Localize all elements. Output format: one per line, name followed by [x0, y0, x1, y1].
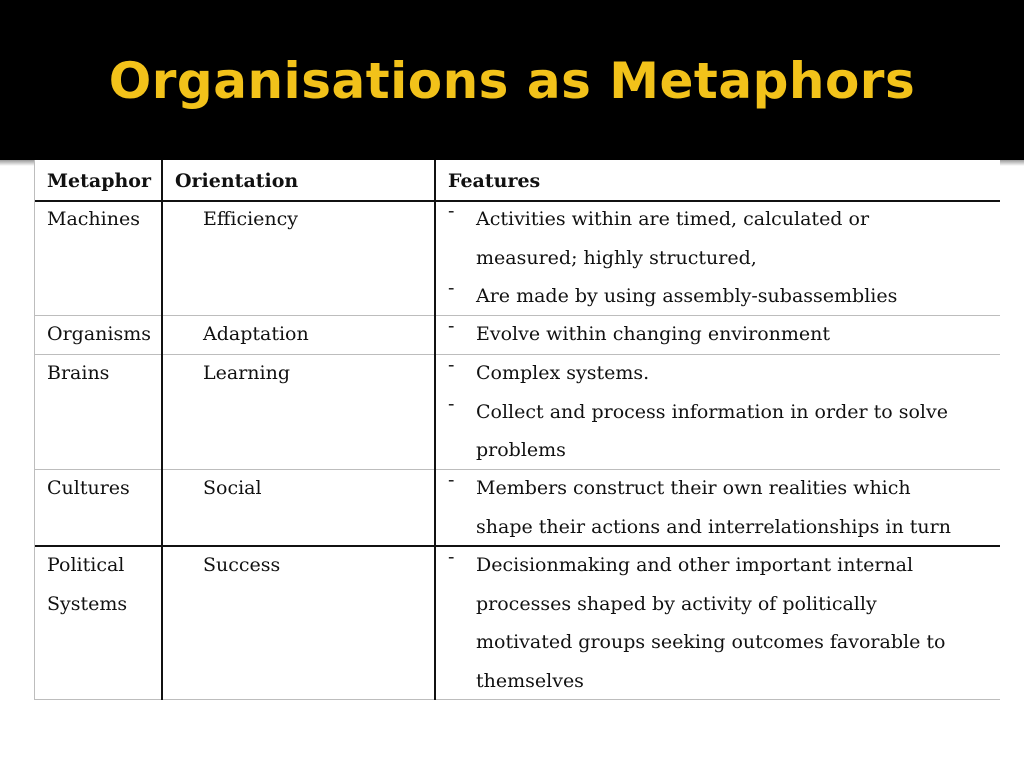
header-features: Features — [448, 170, 541, 192]
orientation-cell: Social — [203, 477, 262, 499]
slide-title: Organisations as Metaphors — [108, 52, 916, 110]
feature-bullet: - Members construct their own realities which shape their actions and interrelationships in turn — [448, 469, 951, 538]
features-cell — [448, 546, 998, 700]
bullet-dash: - — [448, 200, 455, 222]
features-cell — [448, 315, 998, 354]
metaphor-cell: Political Systems — [47, 554, 128, 615]
features-cell — [448, 200, 998, 316]
bullet-dash: - — [448, 469, 455, 491]
table-rule-left — [34, 160, 35, 700]
feature-bullet: - Decisionmaking and other important internal processes shaped by activity of politically motivated groups seeking outcomes favorable to themselves — [448, 546, 946, 692]
orientation-cell: Learning — [203, 362, 290, 384]
orientation-cell: Efficiency — [203, 208, 299, 230]
metaphor-cell: Organisms — [47, 323, 151, 345]
feature-bullet: - Activities within are timed, calculated or measured; highly structured, — [448, 200, 870, 269]
title-bar — [0, 0, 1024, 160]
feature-bullet: - Collect and process information in order to solve problems — [448, 392, 948, 461]
feature-bullet: - Complex systems. — [448, 354, 650, 384]
orientation-cell: Adaptation — [203, 323, 309, 345]
metaphor-cell: Cultures — [47, 477, 130, 499]
features-cell — [448, 354, 998, 470]
feature-bullet: - Are made by using assembly-subassemblies — [448, 277, 898, 307]
header-orientation: Orientation — [175, 170, 299, 192]
bullet-dash: - — [448, 392, 455, 415]
bullet-dash: - — [448, 546, 455, 568]
features-cell — [448, 469, 998, 546]
metaphor-cell: Machines — [47, 208, 140, 230]
metaphor-cell: Brains — [47, 362, 110, 384]
bullet-dash: - — [448, 277, 455, 299]
feature-bullet: - Evolve within changing environment — [448, 315, 831, 345]
orientation-cell: Success — [203, 554, 281, 576]
header-metaphor: Metaphor — [47, 170, 151, 192]
bullet-dash: - — [448, 354, 455, 376]
table-rule-col-2 — [434, 160, 436, 700]
metaphors-table — [34, 160, 1000, 700]
bullet-dash: - — [448, 315, 455, 337]
